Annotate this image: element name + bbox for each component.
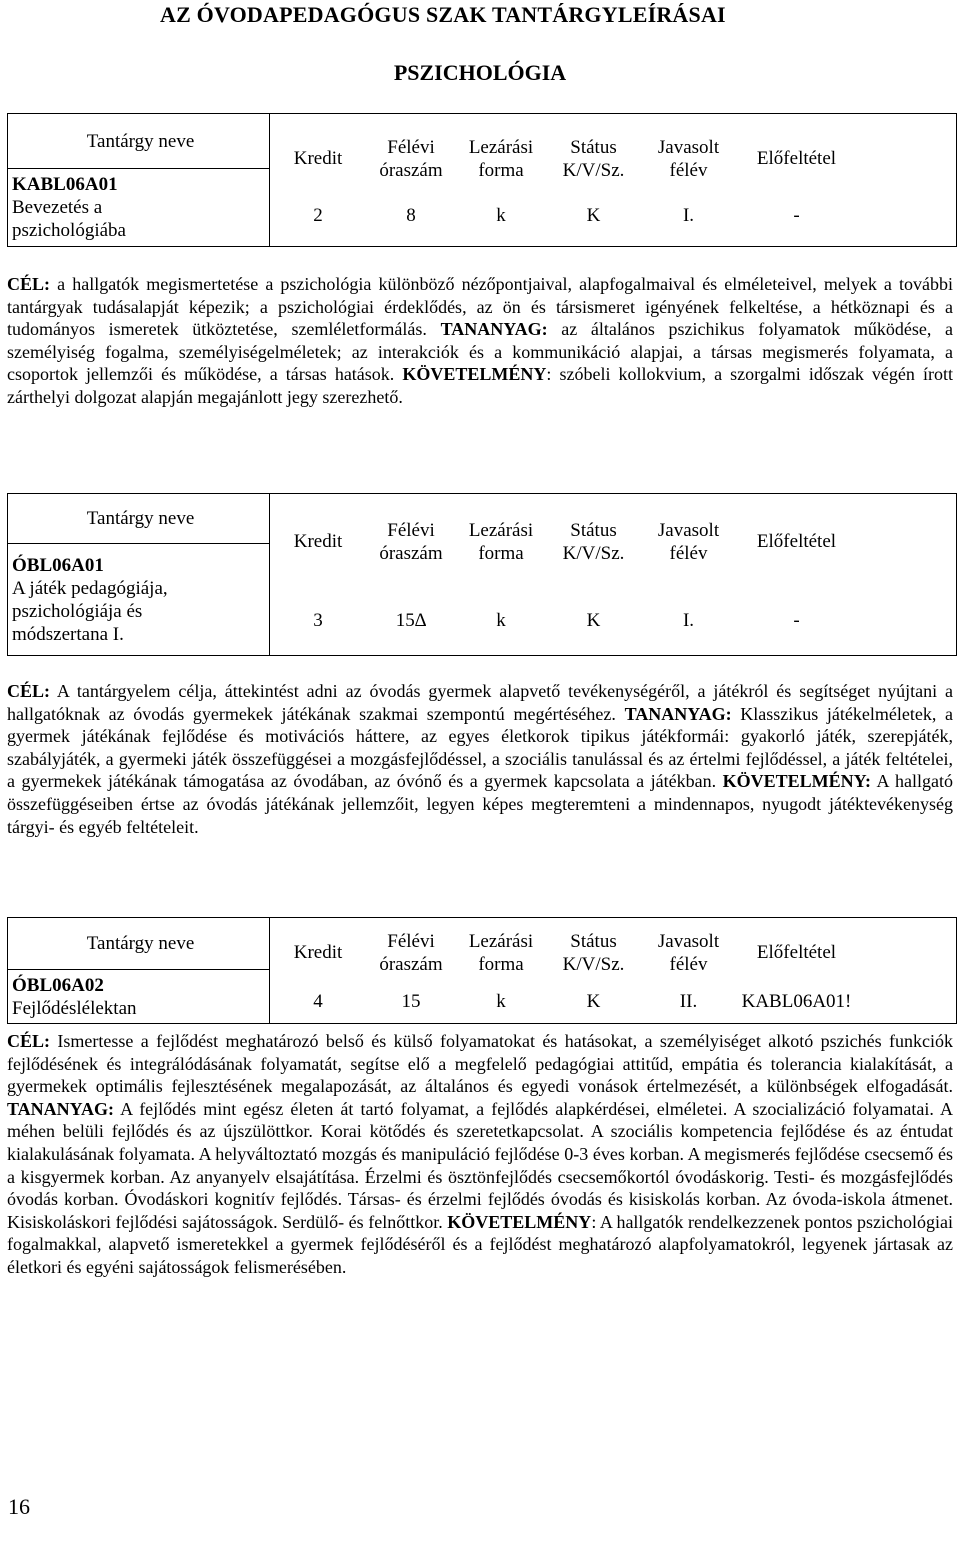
column-header-name: Tantárgy neve bbox=[86, 130, 195, 152]
course-felev: I. bbox=[682, 204, 695, 226]
column-header-status: Státus K/V/Sz. bbox=[562, 136, 625, 181]
course-lezarasi: k bbox=[496, 609, 506, 631]
column-header-javasolt: Javasolt félév bbox=[657, 931, 720, 975]
course-name-cell bbox=[8, 169, 270, 247]
column-header-kredit: Kredit bbox=[293, 147, 343, 169]
column-header-felevi: Félévi óraszám bbox=[379, 136, 443, 181]
course-table-3 bbox=[7, 917, 957, 1024]
course-status: K bbox=[586, 204, 601, 226]
course-felev: I. bbox=[682, 609, 695, 631]
course-info-cell bbox=[270, 494, 957, 656]
course-kredit: 3 bbox=[313, 609, 323, 631]
course-name-line: módszertana I. bbox=[12, 623, 124, 645]
course-oraszam: 8 bbox=[406, 204, 416, 226]
column-header-felevi: Félévi óraszám bbox=[379, 931, 443, 975]
course-elofeltetel: KABL06A01! bbox=[741, 991, 852, 1012]
course-description-2 bbox=[7, 680, 953, 838]
column-header-felevi: Félévi óraszám bbox=[379, 519, 443, 564]
course-name-header bbox=[8, 494, 270, 544]
column-header-elofeltetel: Előfeltétel bbox=[756, 942, 837, 963]
course-name-line: A játék pedagógiája, bbox=[12, 577, 168, 599]
column-header-javasolt: Javasolt félév bbox=[657, 136, 720, 181]
tananyag-text: A fejlődés mint egész életen át tartó folyamat, a fejlődés alapkérdései, elméletei. A szocializáció folyamatai. A méhen belüli fejlődés és az újszülöttkor. Korai kötődés és szeretetkapcsolat. A szociális kompetencia fejlődése és az éntudat kialakulásának folyamata. A helyváltoztató mozgás és manipuláció fejlődése 0-3 éves korban. A megismerés fejlődése csecsemő és a kisgyermek korban. Az anyanyelv elsajátítása. Érzelmi és ösztönfejlődés csecsemőkortól óvodáskorig. Testi- és mozgásfejlődés óvodás korban. Óvodáskori kognitív fejlődés. Társas- és érzelmi fejlődés óvodás és kisiskolás korban. Az óvoda-iskola átmenet. Kisiskoláskori fejlődési sajátosságok. Serdülő- és felnőttkor. bbox=[7, 1098, 953, 1232]
course-name-header bbox=[8, 114, 270, 169]
kovetelmeny-label: KÖVETELMÉNY bbox=[447, 1211, 592, 1232]
course-kredit: 4 bbox=[313, 991, 323, 1012]
course-lezarasi: k bbox=[496, 991, 506, 1012]
course-value-row bbox=[270, 990, 956, 1013]
column-header-elofeltetel: Előfeltétel bbox=[756, 530, 837, 552]
course-code: ÓBL06A02 bbox=[12, 974, 104, 996]
column-header-name: Tantárgy neve bbox=[86, 508, 195, 529]
course-header-row bbox=[270, 519, 956, 565]
cel-text: Ismertesse a fejlődést meghatározó belső és külső folyamatokat és hatásokat, a személyiséget alkotó pszichés funkciók fejlődésének és integrálódásának folyamatát, segítse elő a megfelelő pedagógiai attitűd, empátia és tolerancia kialakítását, a gyermekek optimális fejlesztésének megalapozását, az általános és egyedi vonások értelmezését, a különbségek elfogadását. bbox=[7, 1031, 953, 1097]
course-status: K bbox=[586, 609, 601, 631]
course-name-line: pszichológiába bbox=[12, 220, 126, 241]
document-title: AZ ÓVODAPEDAGÓGUS SZAK TANTÁRGYLEÍRÁSAI bbox=[160, 2, 726, 27]
cel-label: CÉL: bbox=[7, 681, 51, 701]
subject-title: PSZICHOLÓGIA bbox=[393, 60, 567, 85]
course-oraszam: 15∆ bbox=[395, 609, 427, 631]
column-header-lezarasi: Lezárási forma bbox=[468, 931, 534, 975]
course-header-row bbox=[270, 930, 956, 976]
course-table-2 bbox=[7, 493, 957, 656]
course-elofeltetel: - bbox=[793, 204, 800, 226]
kovetelmeny-text: : szóbeli kollokvium, a szorgalmi időszak végén írott zárthelyi dolgozat alapján megajánlott jegy szerezhető. bbox=[7, 364, 953, 407]
column-header-javasolt: Javasolt félév bbox=[657, 519, 720, 564]
column-header-name: Tantárgy neve bbox=[86, 933, 195, 954]
column-header-status: Státus K/V/Sz. bbox=[562, 931, 625, 975]
course-kredit: 2 bbox=[313, 204, 323, 226]
column-header-lezarasi: Lezárási forma bbox=[468, 136, 534, 181]
cel-text: A tantárgyelem célja, áttekintést adni az óvodás gyermek alapvető tevékenységéről, a játékról és segítséget nyújtani a hallgatóknak az óvodás gyermekek játékának szakmai szempontú megértéséhez. bbox=[7, 681, 953, 724]
course-lezarasi: k bbox=[496, 204, 506, 226]
course-value-row bbox=[270, 204, 956, 227]
course-elofeltetel: - bbox=[793, 609, 800, 631]
column-header-status: Státus K/V/Sz. bbox=[562, 519, 625, 564]
course-info-cell bbox=[270, 918, 957, 1024]
course-name-line: pszichológiája és bbox=[12, 600, 143, 622]
course-name-cell bbox=[8, 544, 270, 656]
course-code: KABL06A01 bbox=[12, 174, 118, 195]
course-table-1 bbox=[7, 113, 957, 247]
course-name-line: Fejlődéslélektan bbox=[12, 997, 137, 1019]
column-header-elofeltetel: Előfeltétel bbox=[756, 147, 837, 169]
cel-label: CÉL: bbox=[7, 1031, 51, 1051]
kovetelmeny-label: KÖVETELMÉNY: bbox=[722, 771, 871, 792]
course-oraszam: 15 bbox=[401, 991, 421, 1012]
cel-text: a hallgatók megismertetése a pszichológia különböző nézőpontjaival, alapfogalmaival és elméleteivel, melyek a további tantárgyak tudásalapját képezik; a pszichológiai érdeklődés, az ön és társismeret igényének felkeltése, a hétköznapi és a tudományos ismeretek ütköztetése, szemléletformálás. bbox=[7, 274, 953, 340]
page-number: 16 bbox=[8, 1494, 30, 1519]
kovetelmeny-text: : A hallgatók rendelkezzenek pontos pszichológiai fogalmakkal, alapvető ismeretekkel a gyermek fejlődéséről és a fejlődést meghatározó alapfolyamatokról, legyenek jártasak az életkori és egyéni sajátosságok felismerésében. bbox=[7, 1211, 953, 1277]
course-code: ÓBL06A01 bbox=[12, 554, 104, 576]
column-header-kredit: Kredit bbox=[293, 530, 343, 552]
course-status: K bbox=[586, 991, 601, 1012]
tananyag-label: TANANYAG: bbox=[624, 703, 732, 724]
column-header-lezarasi: Lezárási forma bbox=[468, 519, 534, 564]
course-description-3 bbox=[7, 1030, 953, 1279]
column-header-kredit: Kredit bbox=[293, 942, 343, 963]
tananyag-label: TANANYAG: bbox=[440, 319, 548, 340]
course-info-cell bbox=[270, 114, 957, 247]
course-description-1 bbox=[7, 273, 953, 409]
tananyag-text: Klasszikus játékelméletek, a gyermek játékának fejlődése és motivációs háttere, az egyes életkorok tipikus játékformái: gyakorló játék, szerepjáték, szabályjáték, a gyermeki játék összefüggései a mozgásfejlődéssel, a szociális tanulással és az értelmi fejlődéssel, a játék feltételei, a gyermekek játékának támogatása az óvodában, az óvónő és a gyermek kapcsolata a játékban. bbox=[7, 703, 953, 792]
course-name-header bbox=[8, 918, 270, 970]
kovetelmeny-label: KÖVETELMÉNY bbox=[402, 364, 547, 385]
course-name-cell bbox=[8, 970, 270, 1024]
tananyag-label: TANANYAG: bbox=[7, 1098, 115, 1119]
course-header-row bbox=[270, 136, 956, 182]
kovetelmeny-text: A hallgató összefüggéseiben értse az óvodás játékának jellemzőit, legyen képes megteremteni a mindennapos, nyugodt játéktevékenység tárgyi- és egyéb feltételeit. bbox=[7, 771, 953, 837]
course-name-line: Bevezetés a bbox=[12, 197, 103, 218]
cel-label: CÉL: bbox=[7, 274, 51, 294]
course-value-row bbox=[270, 609, 956, 632]
tananyag-text: az általános pszichikus folyamatok működése, a személyiség fogalma, személyiségelméletek; az interakciók és a kommunikáció alapjai, a társas megismerés folyamata, a csoportok jellemzői és működése, a társas hatások. bbox=[7, 319, 953, 385]
course-felev: II. bbox=[679, 991, 698, 1012]
